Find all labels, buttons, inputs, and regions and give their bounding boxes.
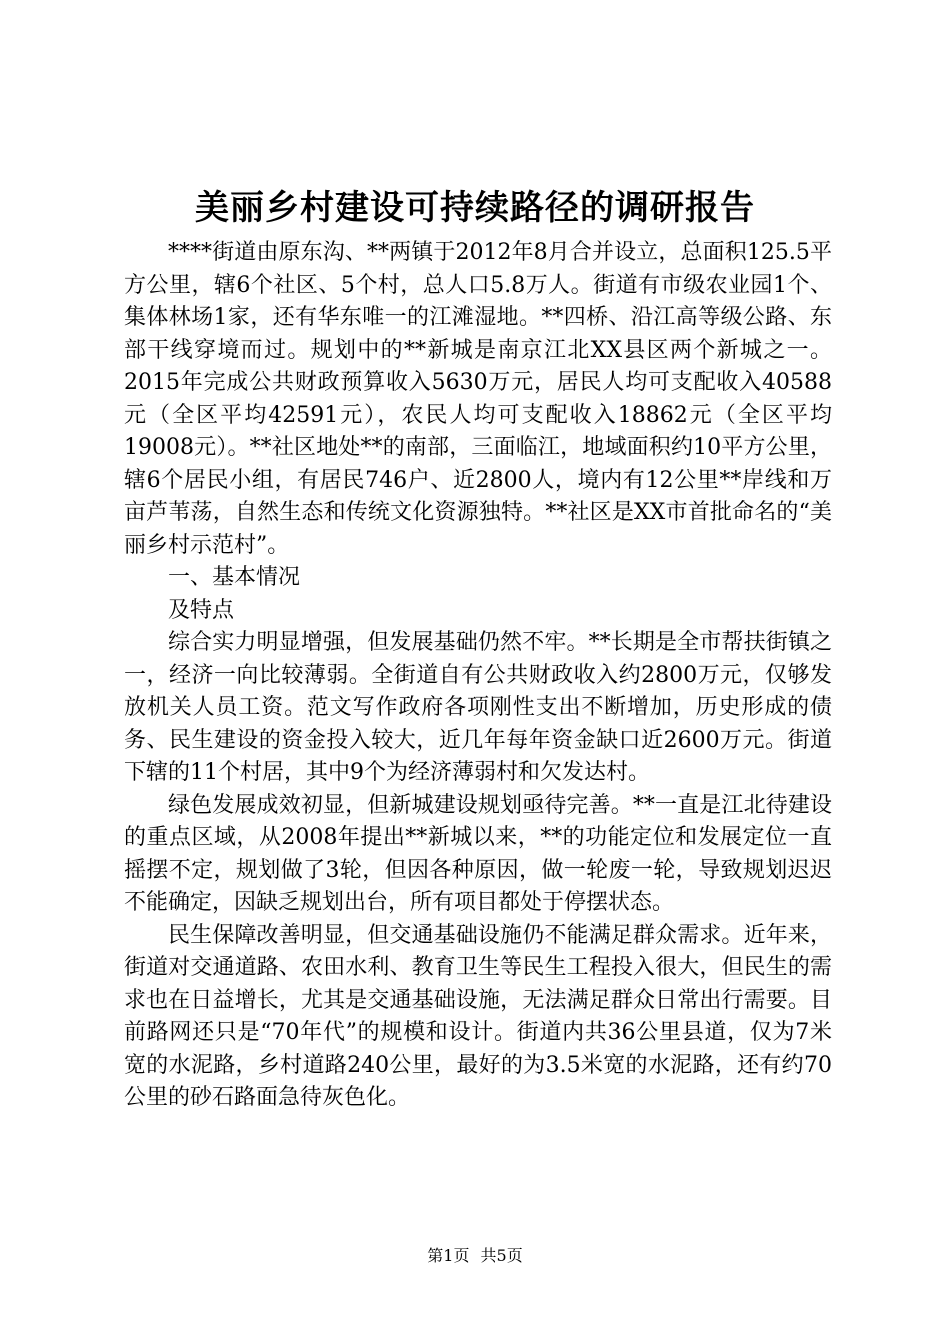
section-heading: 一、基本情况	[168, 565, 301, 590]
page-footer	[0, 1245, 950, 1267]
page-total: 共5页	[480, 1246, 523, 1265]
paragraph-livelihood: 民生保障改善明显，但交通基础设施仍不能满足群众需求。近年来，街道对交通道路、农田水利、教育卫生等民生工程投入很大，但民生的需求也在日益增长，尤其是交通基础设施，无法满足群众日常出行需要。目前路网还只是“70年代”的规模和设计。街道内共36公里县道，仅为7米宽的水泥路，乡村道路240公里，最好的为3.5米宽的水泥路，还有约70公里的砂石路面急待灰色化。	[124, 922, 832, 1110]
section-heading-continued: 及特点	[168, 597, 235, 623]
document-body	[124, 237, 832, 1115]
paragraph-green-development: 绿色发展成效初显，但新城建设规划亟待完善。**一直是江北待建设的重点区域，从2008年提出**新城以来，**的功能定位和发展定位一直摇摆不定，规划做了3轮，但因各种原因，做一轮废一轮，导致规划迟迟不能确定，因缺乏规划出台，所有项目都处于停摆状态。	[124, 792, 832, 915]
paragraph-economy: 综合实力明显增强，但发展基础仍然不牢。**长期是全市帮扶街镇之一，经济一向比较薄弱。全街道自有公共财政收入约2800万元，仅够发放机关人员工资。范文写作政府各项刚性支出不断增加，历史形成的债务、民生建设的资金投入较大，近几年每年资金缺口近2600万元。街道下辖的11个村居，其中9个为经济薄弱村和欠发达村。	[124, 630, 832, 785]
document-title: 美丽乡村建设可持续路径的调研报告	[195, 188, 755, 228]
paragraph-intro: ****街道由原东沟、**两镇于2012年8月合并设立，总面积125.5平方公里，辖6个社区、5个村，总人口5.8万人。街道有市级农业园1个、集体林场1家，还有华东唯一的江滩湿地。**四桥、沿江高等级公路、东部干线穿境而过。规划中的**新城是南京江北XX县区两个新城之一。2015年完成公共财政预算收入5630万元，居民人均可支配收入40588元（全区平均42591元），农民人均可支配收入18862元（全区平均19008元）。**社区地处**的南部，三面临江，地域面积约10平方公里，辖6个居民小组，有居民746户、近2800人，境内有12公里**岸线和万亩芦苇荡，自然生态和传统文化资源独特。**社区是XX市首批命名的“美丽乡村示范村”。	[124, 240, 832, 558]
page-number: 第1页	[427, 1246, 470, 1265]
